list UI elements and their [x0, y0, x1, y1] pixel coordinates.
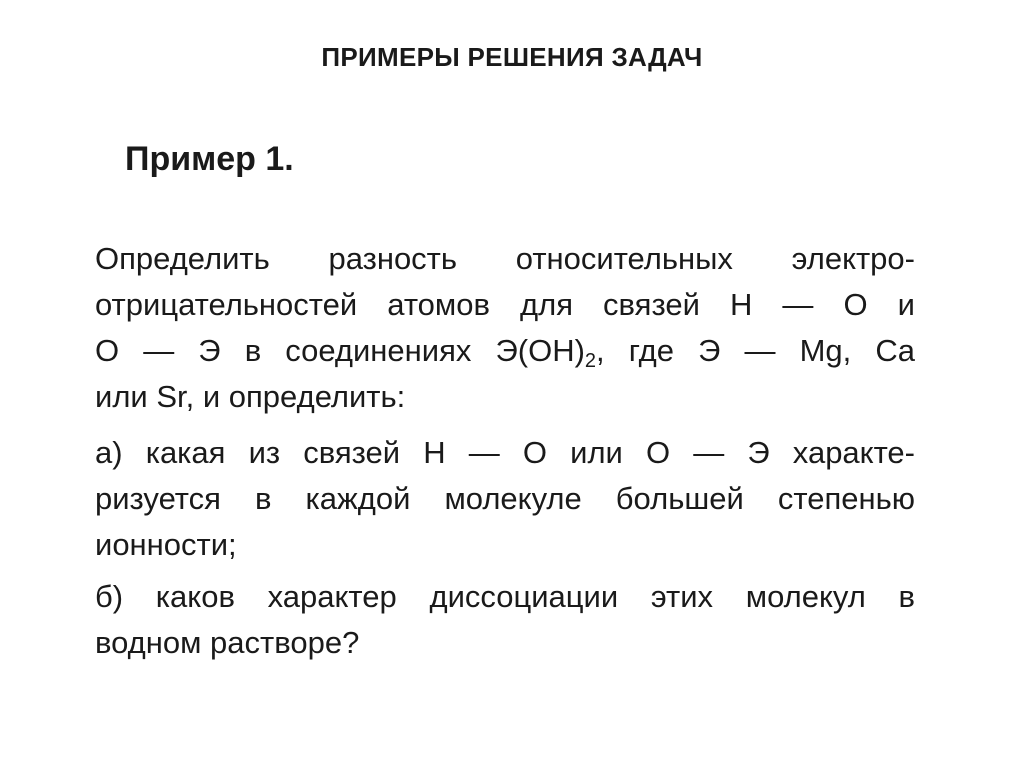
paragraph-2-line-3: ионности; [95, 527, 237, 562]
formula-subscript: 2 [584, 350, 597, 372]
page-heading: ПРИМЕРЫ РЕШЕНИЯ ЗАДАЧ [321, 42, 703, 72]
paragraph-3-line-2: водном растворе? [95, 625, 360, 660]
task-paragraph-3 [95, 574, 915, 666]
paragraph-1-line-2: отрицательностей атомов для связей Н — О и [95, 287, 915, 322]
paragraph-1-line-1: Определить разность относительных электро- [95, 241, 915, 276]
paragraph-1-line-4: или Sr, и определить: [95, 379, 406, 414]
formula-text-after: , где Э — Mg, Ca [596, 333, 915, 368]
task-paragraph-1 [95, 236, 915, 420]
task-paragraph-2 [95, 430, 915, 568]
paragraph-3-line-1: б) каков характер диссоциации этих молекул в [95, 579, 915, 614]
paragraph-2-line-1: а) какая из связей Н — О или О — Э характе- [95, 435, 915, 470]
paragraph-1-line-3 [95, 328, 915, 374]
paragraph-2-line-2: ризуется в каждой молекуле большей степенью [95, 481, 915, 516]
example-title: Пример 1. [125, 140, 294, 178]
formula-text: О — Э в соединениях Э(ОН) [95, 333, 585, 368]
